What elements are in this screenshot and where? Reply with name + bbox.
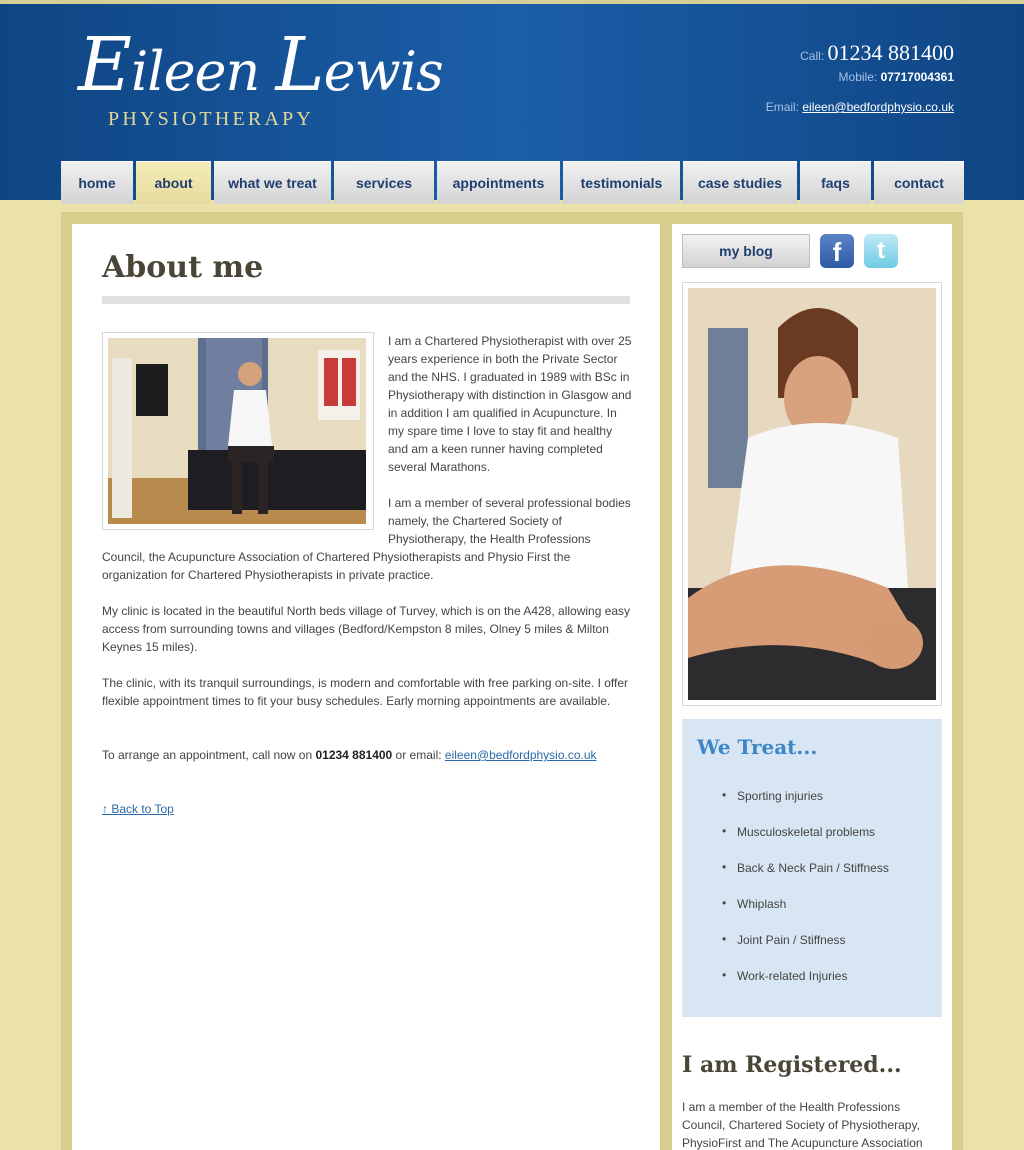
call-number: 01234 881400 bbox=[827, 40, 954, 65]
main-content bbox=[72, 224, 660, 1150]
back-to-top-link[interactable]: ↑ Back to Top bbox=[102, 802, 174, 816]
nav-what-we-treat[interactable]: what we treat bbox=[214, 161, 331, 204]
nav-about[interactable]: about bbox=[136, 161, 211, 204]
sidebar bbox=[672, 224, 952, 1150]
registered-text: I am a member of the Health Professions Council, Chartered Society of Physiotherapy, PhysioFirst and The Acupuncture Association bbox=[682, 1100, 923, 1150]
mobile-line bbox=[766, 70, 954, 100]
nav-case-studies[interactable]: case studies bbox=[683, 161, 797, 204]
arrange-email-link[interactable]: eileen@bedfordphysio.co.uk bbox=[444, 748, 597, 762]
about-text bbox=[102, 332, 632, 782]
nav-services[interactable]: services bbox=[334, 161, 434, 204]
logo-first: ileen bbox=[131, 40, 276, 103]
clinic-photo-art bbox=[108, 338, 366, 524]
site-header bbox=[0, 0, 1024, 200]
nav-appointments[interactable]: appointments bbox=[437, 161, 560, 204]
treat-item: • Work-related Injuries bbox=[722, 969, 889, 1005]
treat-item: • Sporting injuries bbox=[722, 789, 889, 825]
logo-script bbox=[78, 22, 443, 108]
logo-cap-e: E bbox=[78, 22, 132, 108]
arrange-pre: To arrange an appointment, call now on bbox=[102, 748, 316, 762]
title-divider bbox=[102, 296, 630, 304]
nav-home[interactable]: home bbox=[61, 161, 133, 204]
call-line bbox=[766, 40, 954, 70]
we-treat-title: We Treat... bbox=[697, 735, 818, 759]
header-email-link[interactable]: eileen@bedfordphysio.co.uk bbox=[802, 100, 954, 114]
treatment-photo-frame bbox=[682, 282, 942, 706]
treat-item: • Back & Neck Pain / Stiffness bbox=[722, 861, 889, 897]
treatment-photo-art bbox=[688, 288, 936, 700]
about-paragraph-1: I am a Chartered Physiotherapist with over 25 years experience in both the Private Sector and the NHS. I graduated in 1989 with BSc in Physiotherapy with distinction in Glasgow and in addition I am qualified in Acupuncture. In my spare time I love to stay fit and healthy and am a keen runner having completed several Marathons. bbox=[388, 334, 632, 474]
page-title: About me bbox=[102, 250, 264, 285]
arrange-appointment bbox=[102, 746, 632, 764]
treat-item: • Joint Pain / Stiffness bbox=[722, 933, 889, 969]
we-treat-list bbox=[722, 789, 889, 1005]
logo-last: ewis bbox=[323, 40, 443, 103]
logo-subtitle: PHYSIOTHERAPY bbox=[108, 108, 315, 130]
facebook-icon[interactable]: f bbox=[820, 234, 854, 268]
we-treat-box bbox=[682, 719, 942, 1017]
header-contact bbox=[766, 40, 954, 130]
main-nav bbox=[61, 161, 967, 204]
call-label: Call: bbox=[800, 49, 825, 63]
arrange-phone: 01234 881400 bbox=[315, 748, 393, 762]
clinic-photo bbox=[108, 338, 366, 524]
nav-faqs[interactable]: faqs bbox=[800, 161, 871, 204]
arrange-mid: or email: bbox=[392, 748, 445, 762]
mobile-number: 07717004361 bbox=[880, 70, 954, 84]
logo-cap-l: L bbox=[275, 22, 324, 108]
about-paragraph-3: My clinic is located in the beautiful North beds village of Turvey, which is on the A428, allowing easy access from surrounding towns and villages (Bedford/Kempston 8 miles, Olney 5 miles & Milton Keynes 15 miles). bbox=[102, 604, 631, 654]
twitter-icon[interactable]: t bbox=[864, 234, 898, 268]
treatment-photo bbox=[688, 288, 936, 700]
about-paragraph-2: I am a member of several professional bodies namely, the Chartered Society of Physiotherapy, the Health Professions Council, the Acupuncture Association of Chartered Physiotherapists and Physio First the organization for Chartered Physiotherapists in private practice. bbox=[102, 496, 631, 582]
logo[interactable] bbox=[78, 22, 443, 137]
registered-title: I am Registered... bbox=[682, 1052, 902, 1078]
nav-contact[interactable]: contact bbox=[874, 161, 964, 204]
email-label: Email: bbox=[765, 100, 800, 114]
about-paragraph-4: The clinic, with its tranquil surroundings, is modern and comfortable with free parking on-site. I offer flexible appointment times to fit your busy schedules. Early morning appointments are available. bbox=[102, 676, 629, 708]
nav-testimonials[interactable]: testimonials bbox=[563, 161, 680, 204]
treat-item: • Musculoskeletal problems bbox=[722, 825, 889, 861]
treat-item: • Whiplash bbox=[722, 897, 889, 933]
clinic-photo-frame bbox=[102, 332, 374, 530]
email-line bbox=[766, 100, 954, 130]
mobile-label: Mobile: bbox=[838, 70, 878, 84]
my-blog-button[interactable]: my blog bbox=[682, 234, 810, 268]
